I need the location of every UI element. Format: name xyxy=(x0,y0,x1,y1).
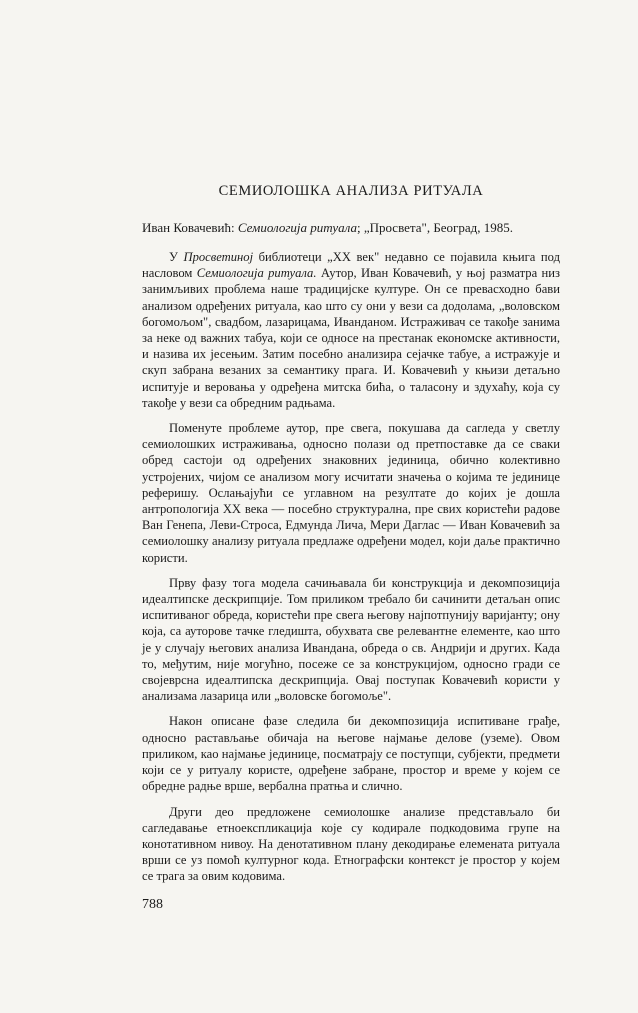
paragraph-1-italic-series: Просветиној xyxy=(183,250,254,264)
paragraph-1-lead: У xyxy=(169,250,184,264)
paragraph-1-mid: библиотеци „XX век" недавно се појавила књига под насловом xyxy=(142,250,560,281)
book-citation xyxy=(142,220,560,236)
document-page xyxy=(142,183,560,913)
citation-publisher: ; „Просвета", Београд, 1985. xyxy=(356,220,514,235)
page-number: 788 xyxy=(142,896,163,912)
paragraph-4: Након описане фазе следила би декомпозиција испитиване грађе, односно растављање обичаја на његове најмање делове (уземе). Овом приликом, као најмање јединице, посматрају се поступци, субјекти, предмети који се у ритуалу користе, одређене забране, простор и време у којем се обредне радње врше, вербална пратња и слично. xyxy=(142,714,560,794)
review-title: СЕМИОЛОШКА АНАЛИЗА РИТУАЛА xyxy=(218,183,484,199)
paragraph-3: Прву фазу тога модела сачињавала би конструкција и декомпозиција идеалтипске дескрипције. Том приликом требало би сачинити детаљан опис испитиваног обреда, користећи пре свега његову најпотпунију варијанту; ону која, са ауторове тачке гледишта, обухвата све релевантне елементе, као што је у случају његових анализа Ивандана, обреда о св. Андрији и других. Када то, међутим, није могућно, посеже се за конструкцијом, односно гради се својеврсна идеалтипска дескрипција. Овај поступак Ковачевић користи у анализама лазарица или „воловске богомоље". xyxy=(142,575,560,704)
paragraph-5: Други део предложене семиолошке анализе представљало би сагледавање етноекспликација које су кодирале подкодовима групе на конотативном нивоу. На денотативном плану декодирање елемената ритуала врши се уз помоћ културног кода. Етнографски контекст је простор у којем се трага за овим кодовима. xyxy=(142,804,560,884)
paragraph-2: Поменуте проблеме аутор, пре свега, покушава да сагледа у светлу семиолошких истраживања, односно полази од претпоставке да се сваки обред састоји од одређених знаковних јединица, обично колективно устројених, чијом се анализом могу исчитати значења о којима те јединице реферишу. Ослањајући се углавном на резултате до којих је дошла антропологија XX века — посебно структурална, пре свих користећи радове Ван Генепа, Леви-Строса, Едмунда Лича, Мери Даглас — Иван Ковачевић за семиолошку анализу ритуала предлаже одређени модел, који даље практично користи. xyxy=(142,421,560,565)
paragraph-1-italic-title: Семиологија ритуала. xyxy=(196,266,317,281)
paragraph-1 xyxy=(142,249,560,411)
paragraph-1-rest: Аутор, Иван Ковачевић, у њој разматра низ занимљивих проблема наше традицијске културе. Он се превасходно бави анализом одређених ритуала, као што су они у вези са додолама, „воловском богомољом", свадбом, лазарицама, Иванданом. Истраживач се такође занима за неке од важних табуа, који се односе на престанак економске активности, и назива их јесењим. Затим посебно анализира сејачке табуе, а истражује и скуп забрана везаних за семантику прага. И. Ковачевић у књизи детаљно испитује и веровања у одређена митска бића, о таласону и здухаћу, која су такође у вези са обредним радњама. xyxy=(142,266,560,410)
citation-book-title: Семиологија ритуала xyxy=(237,220,357,235)
citation-author: Иван Ковачевић: xyxy=(142,220,238,235)
